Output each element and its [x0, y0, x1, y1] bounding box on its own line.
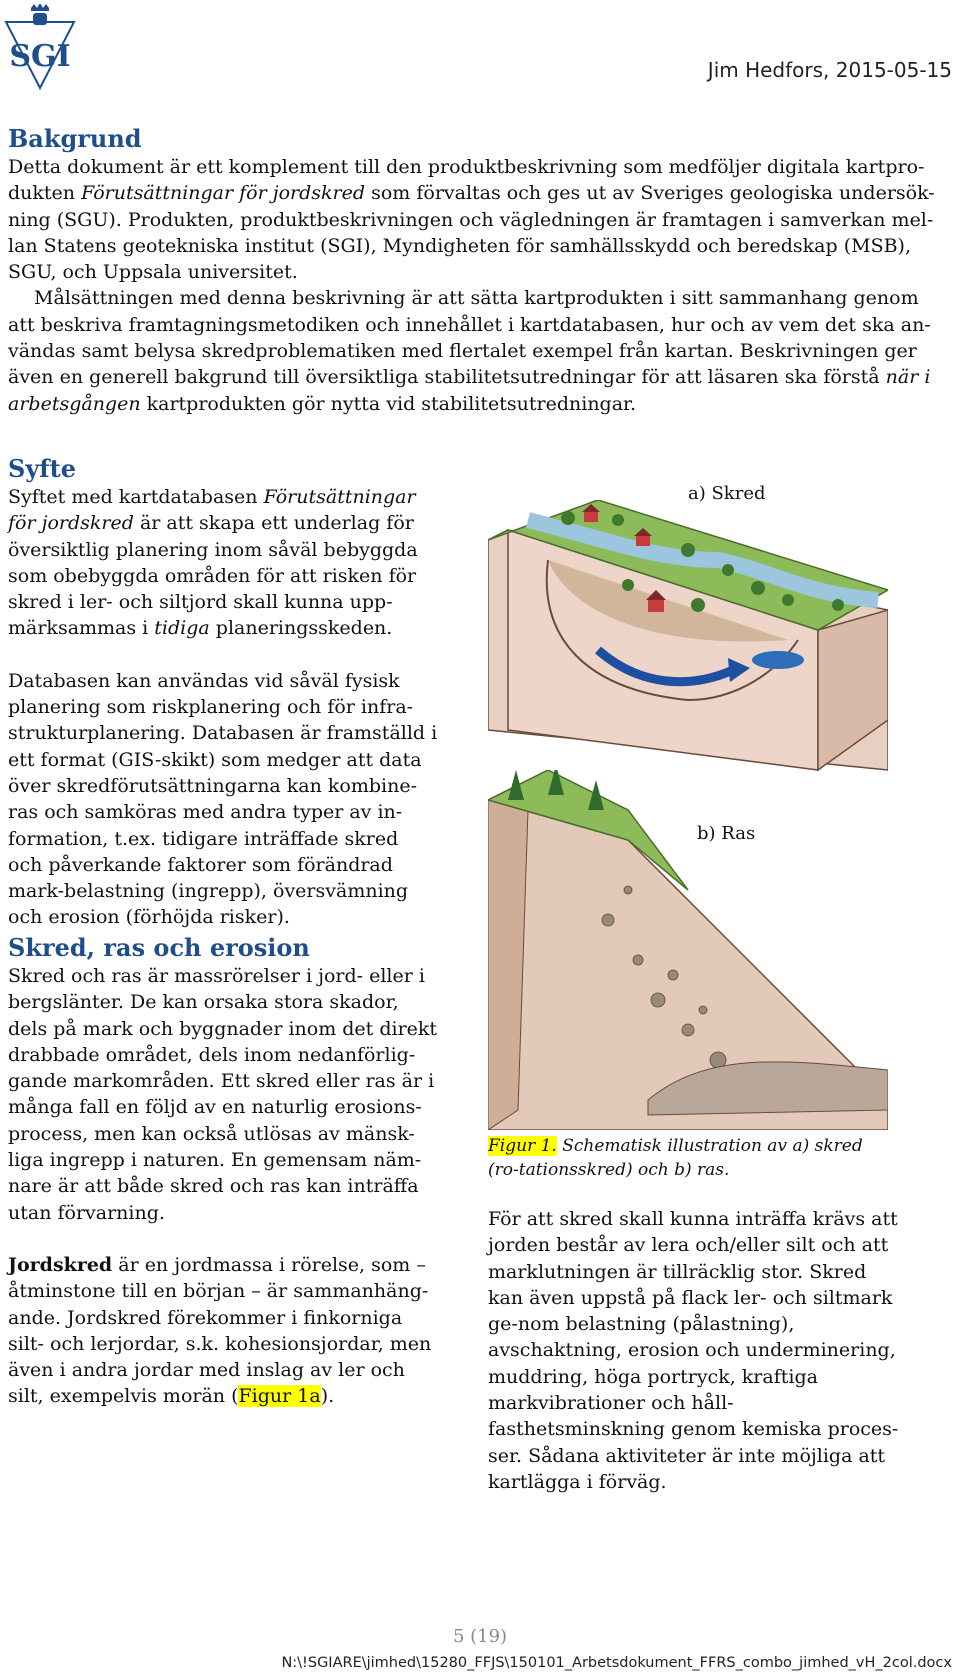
figure-skred-illustration: [488, 500, 888, 780]
figure-ras-illustration: [488, 770, 888, 1130]
figure-label-a: a) Skred: [688, 483, 766, 504]
logo-text: SGI: [9, 39, 71, 74]
right-column-text: [488, 1206, 903, 1495]
syfte-paragraph-2: Databasen kan användas vid såväl fysisk planering som riskplanering och för infra-strukturplanering. Databasen är framställd i ett format (GIS-skikt) som medger att data över skredförutsättningarna kan kombine-ras och samköras med andra typer av in-formation, t.ex. tidigare inträffade skred och påverkande faktorer som förändrad mark-belastning (ingrepp), översvämning och erosion (förhöjda risker).: [8, 669, 438, 929]
author-date: Jim Hedfors, 2015-05-15: [707, 58, 952, 82]
figure-reference[interactable]: Figur 1a: [238, 1385, 321, 1408]
section-skred: [8, 933, 438, 1410]
bakgrund-paragraph-1: Detta dokument är ett komplement till den produktbeskrivning som medföljer digitala kartpro-dukten Förutsättningar för jordskred som förvaltas och ges ut av Sveriges geologiska undersök-ning (SGU). Produkten, produktbeskrivningen och vägledningen är framtagen i samverkan mel-lan Statens geotekniska institut (SGI), Myndigheten för samhällsskydd och beredskap (MSB), SGU, och Uppsala universitet.: [8, 156, 935, 284]
heading-bakgrund: Bakgrund: [8, 124, 142, 153]
figure-label-b: b) Ras: [697, 823, 756, 844]
section-syfte: [8, 454, 438, 931]
sgi-logo: [4, 4, 76, 90]
figure-caption: Figur 1. Schematisk illustration av a) skred (ro-tationsskred) och b) ras.: [488, 1136, 863, 1180]
bakgrund-paragraph-2: Målsättningen med denna beskrivning är att sätta kartprodukten i sitt sammanhang genom att beskriva framtagningsmetodiken och innehållet i kartdatabasen, hur och av vem det ska an-vändas samt belysa skredproblematiken med flertalet exempel från kartan. Beskrivningen ger även en generell bakgrund till översiktliga stabilitetsutredningar för att läsaren ska förstå när i arbetsgången kartprodukten gör nytta vid stabilitetsutredningar.: [8, 287, 931, 415]
syfte-paragraph-1: Syftet med kartdatabasen Förutsättningar för jordskred är att skapa ett underlag för översiktlig planering inom såväl bebyggda som obebyggda områden för att risken för skred i ler- och siltjord skall kunna upp-märksammas i tidiga planeringsskeden.: [8, 486, 418, 640]
figure-number: Figur 1.: [488, 1136, 557, 1156]
skred-paragraph-2: Jordskred är en jordmassa i rörelse, som – åtminstone till en början – är sammanhäng-ande. Jordskred förekommer i finkorniga silt- och lerjordar, s.k. kohesionsjordar, men även i andra jordar med inslag av ler och silt, exempelvis morän (Figur 1a).: [8, 1253, 432, 1408]
heading-skred: Skred, ras och erosion: [8, 933, 310, 962]
page-number: 5 (19): [452, 1626, 508, 1647]
right-paragraph-1: För att skred skall kunna inträffa krävs att jorden består av lera och/eller silt och att marklutningen är tillräcklig stor. Skred kan även uppstå på flack ler- och siltmark ge-nom belastning (pålastning), avschaktning, erosion och underminering, muddring, höga portryck, kraftiga markvibrationer och håll-fasthetsminskning genom kemiska proces-ser. Sådana aktiviteter är inte möjliga att kartlägga i förväg.: [488, 1208, 899, 1493]
skred-paragraph-1: Skred och ras är massrörelser i jord- eller i bergslänter. De kan orsaka stora skador, dels på mark och byggnader inom det direkt drabbade området, dels inom nedanförlig-gande markområden. Ett skred eller ras är i många fall en följd av en naturlig erosions-process, men kan också utlösas av mänsk-liga ingrepp i naturen. En gemensam näm-nare är att både skred och ras kan inträffa utan förvarning.: [8, 965, 438, 1224]
section-bakgrund: [8, 124, 944, 417]
heading-syfte: Syfte: [8, 454, 76, 483]
file-path: N:\!SGIARE\jimhed\15280_FFJS\150101_Arbetsdokument_FFRS_combo_jimhed_vH_2col.docx: [281, 1655, 952, 1671]
